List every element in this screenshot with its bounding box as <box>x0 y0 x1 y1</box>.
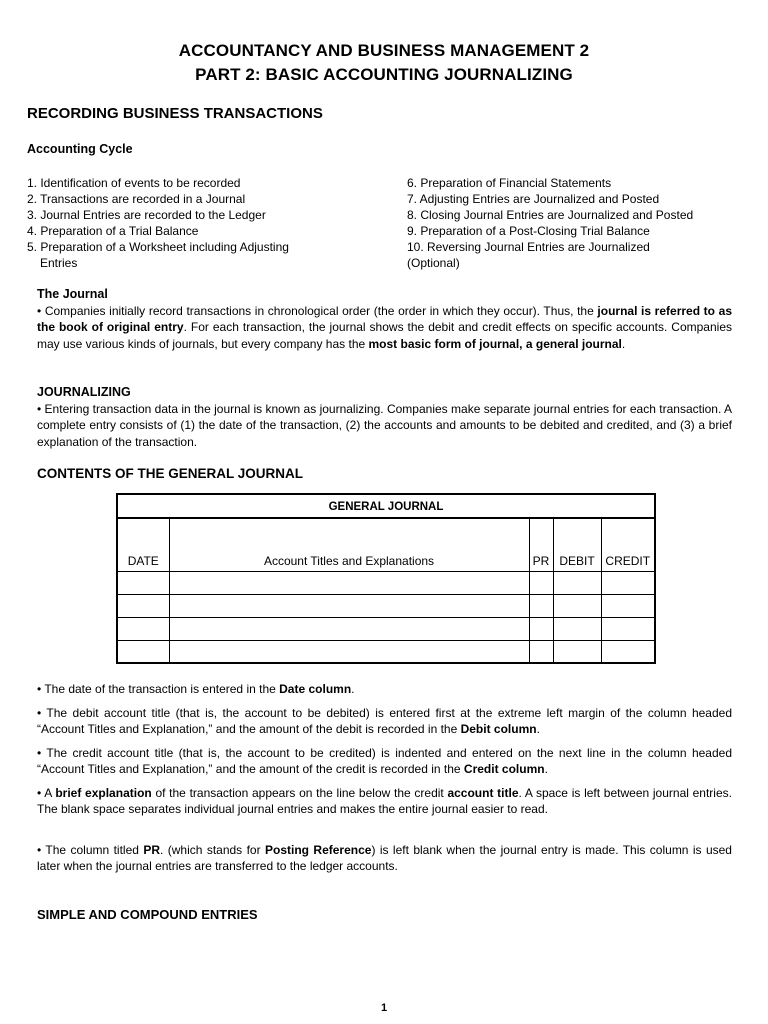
list-item: 3. Journal Entries are recorded to the Ledger <box>27 208 266 222</box>
list-item: 10. Reversing Journal Entries are Journalized <box>407 240 650 254</box>
bullet-brief-explanation <box>37 785 732 818</box>
list-item: 2. Transactions are recorded in a Journal <box>27 192 246 206</box>
accounting-cycle-list-right <box>407 175 693 271</box>
text-span: • A <box>37 786 56 800</box>
text-span: . <box>536 722 540 737</box>
general-journal-grid <box>118 519 654 663</box>
section-heading-recording: RECORDING BUSINESS TRANSACTIONS <box>27 105 323 122</box>
table-cell <box>553 572 601 595</box>
bold-span: Date column <box>279 682 352 696</box>
table-cell <box>553 595 601 618</box>
bullet-date-column <box>37 681 732 697</box>
document-title-line-1: ACCOUNTANCY AND BUSINESS MANAGEMENT 2 <box>178 41 590 60</box>
document-title-line-2: PART 2: BASIC ACCOUNTING JOURNALIZING <box>195 65 573 84</box>
list-item: 9. Preparation of a Post-Closing Trial Balance <box>407 224 650 238</box>
text-span: . A space is left between journal entries. The blank space separates individual journal entries and makes the entire journal easier to read. <box>37 786 732 817</box>
bold-span: Posting Reference <box>265 843 372 857</box>
table-cell <box>601 641 654 664</box>
text-span: • The credit account title (that is, the account to be credited) is indented and entered on the next line in the column headed “Account Titles and Explanation,” and the amount of the credit is recorded in the <box>37 746 732 777</box>
table-cell <box>529 572 553 595</box>
list-item: 6. Preparation of Financial Statements <box>407 176 612 190</box>
list-item: 1. Identification of events to be recorded <box>27 176 241 190</box>
table-row <box>118 641 654 664</box>
table-cell <box>529 618 553 641</box>
table-row <box>118 618 654 641</box>
text-span: . <box>621 336 626 351</box>
table-row <box>118 595 654 618</box>
text-span: . (which stands for <box>160 843 265 857</box>
table-cell <box>601 595 654 618</box>
list-item: (Optional) <box>407 256 460 270</box>
list-item: 7. Adjusting Entries are Journalized and Posted <box>407 192 660 206</box>
table-cell <box>553 641 601 664</box>
accounting-cycle-list-left <box>27 175 289 271</box>
bold-span: Credit column <box>463 762 545 777</box>
table-cell <box>601 572 654 595</box>
list-item: Entries <box>40 256 78 270</box>
table-cell <box>529 641 553 664</box>
text-span: ) is left blank when the journal entry is made. This column is used later when the journal entries are transferred to the ledger accounts. <box>37 843 732 874</box>
table-cell <box>169 641 529 664</box>
journal-paragraph <box>37 303 732 352</box>
table-cell <box>601 618 654 641</box>
text-span: • Companies initially record transactions in chronological order (the order in which they occur). Thus, the <box>37 304 598 318</box>
text-span: • The column titled <box>37 843 144 857</box>
list-item: 4. Preparation of a Trial Balance <box>27 224 199 238</box>
column-header-account-titles: Account Titles and Explanations <box>169 519 529 572</box>
text-span: . <box>351 682 355 696</box>
bold-span: Debit column <box>460 722 537 737</box>
journalizing-heading: JOURNALIZING <box>37 385 131 399</box>
bullet-credit-column <box>37 745 732 778</box>
text-span: • The date of the transaction is entered in the <box>37 682 280 696</box>
table-cell <box>118 595 169 618</box>
list-item: 8. Closing Journal Entries are Journalized and Posted <box>407 208 694 222</box>
table-cell <box>118 572 169 595</box>
list-item: 5. Preparation of a Worksheet including Adjusting <box>27 240 289 254</box>
bold-span: journal is referred to as the book of original entry <box>37 304 732 335</box>
bullet-debit-column <box>37 705 732 738</box>
table-row <box>118 572 654 595</box>
bullet-pr-column <box>37 842 732 875</box>
table-cell <box>529 595 553 618</box>
table-cell <box>118 618 169 641</box>
table-cell <box>169 618 529 641</box>
table-cell <box>553 618 601 641</box>
text-span: . <box>544 762 548 777</box>
table-cell <box>169 595 529 618</box>
journal-heading: The Journal <box>37 287 108 301</box>
bold-span: PR <box>143 843 160 857</box>
accounting-cycle-heading: Accounting Cycle <box>27 142 133 156</box>
text-span: of the transaction appears on the line below the credit <box>151 786 448 800</box>
table-cell <box>118 641 169 664</box>
journalizing-paragraph: • Entering transaction data in the journal is known as journalizing. Companies make separate journal entries for each transaction. A complete entry consists of (1) the date of the transaction, (2) the accounts and amounts to be debited and credited, and (3) a brief explanation of the transaction. <box>37 402 732 449</box>
general-journal-title: GENERAL JOURNAL <box>118 495 654 519</box>
text-span: • The debit account title (that is, the account to be debited) is entered first at the extreme left margin of the column headed “Account Titles and Explanation,” and the amount of the debit is recorded in the <box>37 706 732 737</box>
table-header-row <box>118 519 654 572</box>
column-header-date: DATE <box>118 519 169 572</box>
general-journal-table <box>116 493 656 664</box>
contents-heading: CONTENTS OF THE GENERAL JOURNAL <box>37 466 304 481</box>
bold-span: most basic form of journal, a general journal <box>368 336 622 351</box>
bold-span: brief explanation <box>55 786 152 800</box>
bold-span: account title <box>447 786 519 800</box>
text-span: . For each transaction, the journal shows the debit and credit effects on specific accounts. Companies may use various kinds of journals, but every company has the <box>37 320 732 351</box>
column-header-credit: CREDIT <box>601 519 654 572</box>
page-number: 1 <box>380 1002 388 1014</box>
column-header-debit: DEBIT <box>553 519 601 572</box>
table-cell <box>169 572 529 595</box>
simple-compound-heading: SIMPLE AND COMPOUND ENTRIES <box>37 907 258 922</box>
column-header-pr: PR <box>529 519 553 572</box>
